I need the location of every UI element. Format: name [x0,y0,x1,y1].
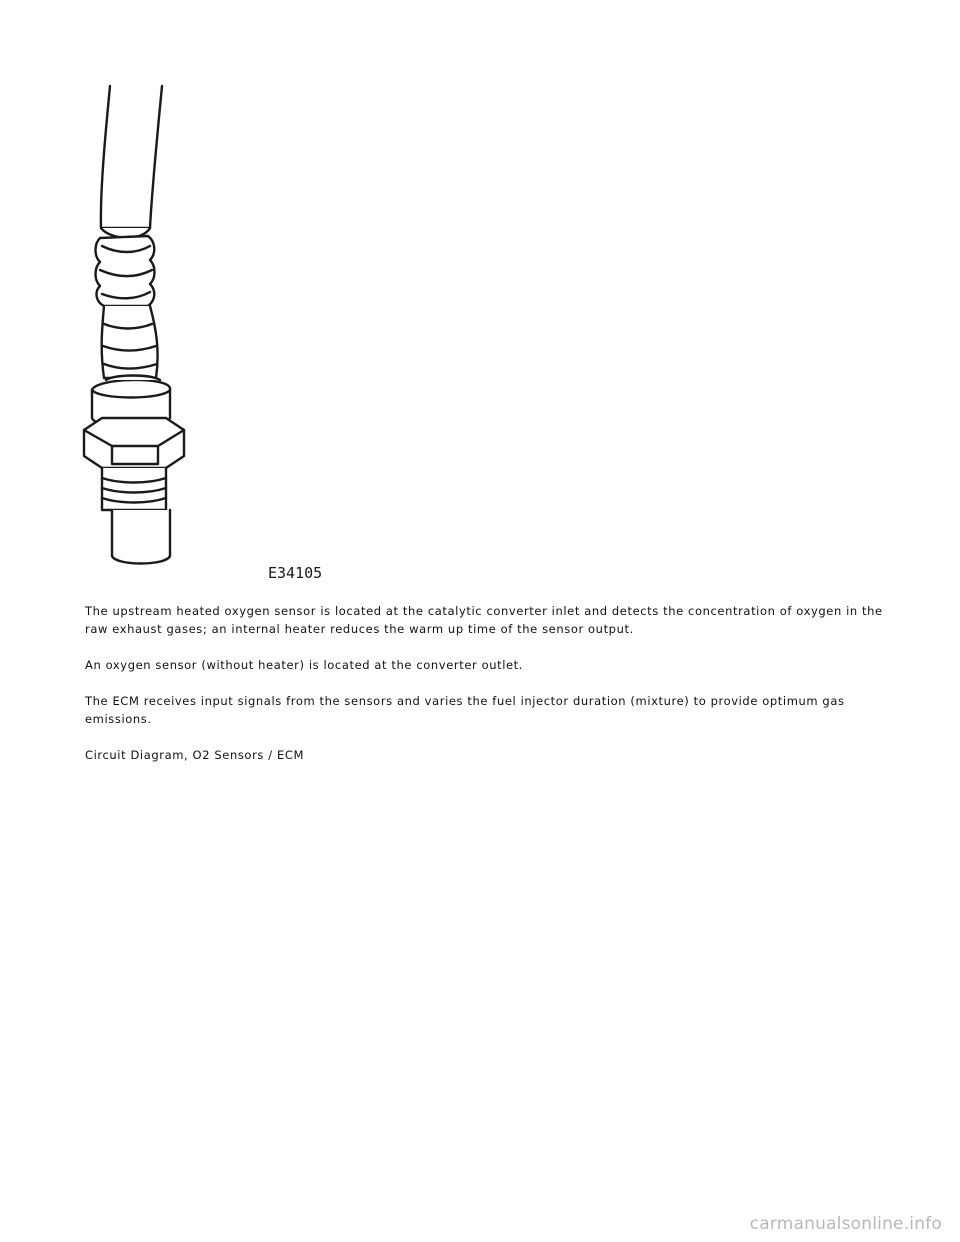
circuit-diagram-heading: Circuit Diagram, O2 Sensors / ECM [85,748,304,762]
paragraph-ecm: The ECM receives input signals from the sensors and varies the fuel injector duration (mixture) to provide optimum gas emissions. [85,694,845,726]
oxygen-sensor-figure [70,78,350,588]
paragraph-outlet-sensor: An oxygen sensor (without heater) is located at the converter outlet. [85,658,524,672]
figure-id-label: E34105 [268,564,323,582]
watermark: carmanualsonline.info [749,1214,942,1234]
oxygen-sensor-drawing [70,78,350,588]
paragraph-upstream-sensor: The upstream heated oxygen sensor is located at the catalytic converter inlet and detects the concentration of oxygen in the raw exhaust gases; an internal heater reduces the warm up time of the sensor output. [85,604,883,636]
body-text [85,602,885,782]
